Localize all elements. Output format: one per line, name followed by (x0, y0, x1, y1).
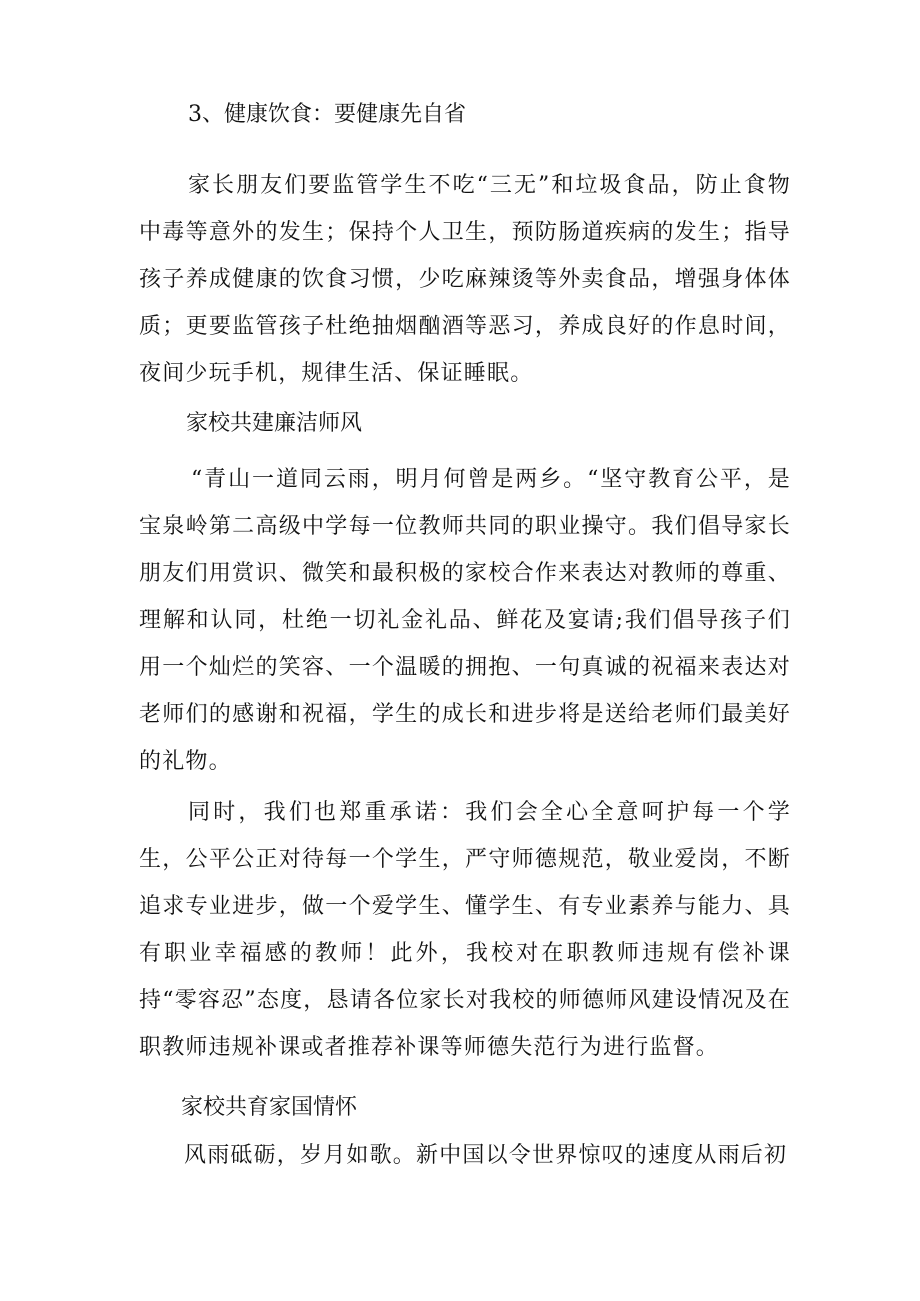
paragraph-patriotism: 风雨砥砺，岁月如歌。新中国以令世界惊叹的速度从雨后初 (184, 1143, 788, 1168)
heading-healthy-diet: 3、健康饮食：要健康先自省 (188, 102, 466, 127)
heading-integrity: 家校共建廉洁师风 (186, 411, 363, 436)
paragraph-integrity-2: 同时，我们也郑重承诺：我们会全心全意呵护每一个学生，公平公正对待每一个学生，严守师德规范，敬业爱岗，不断追求专业进步，做一个爱学生、懂学生、有专业素养与能力、具有职业幸福感的教师！此外，我校对在职教师违规有偿补课持“零容忍”态度，恳请各位家长对我校的师德师风建设情况及在职教师违规补课或者推荐补课等师德失范行为进行监督。 (139, 800, 791, 1060)
paragraph-integrity-1: “青山一道同云雨，明月何曾是两乡。“坚守教育公平，是宝泉岭第二高级中学每一位教师共同的职业操守。我们倡导家长朋友们用赏识、微笑和最积极的家校合作来表达对教师的尊重、理解和认同，杜绝一切礼金礼品、鲜花及宴请;我们倡导孩子们用一个灿烂的笑容、一个温暖的拥抱、一句真诚的祝福来表达对老师们的感谢和祝福，学生的成长和进步将是送给老师们最美好的礼物。 (139, 467, 791, 774)
heading-patriotism: 家校共育家国情怀 (181, 1095, 358, 1120)
paragraph-healthy-diet: 家长朋友们要监管学生不吃“三无”和垃圾食品，防止食物中毒等意外的发生；保持个人卫生，预防肠道疾病的发生；指导孩子养成健康的饮食习惯，少吃麻辣烫等外卖食品，增强身体体质；更要监管孩子杜绝抽烟酗酒等恶习，养成良好的作息时间，夜间少玩手机，规律生活、保证睡眠。 (139, 173, 791, 386)
